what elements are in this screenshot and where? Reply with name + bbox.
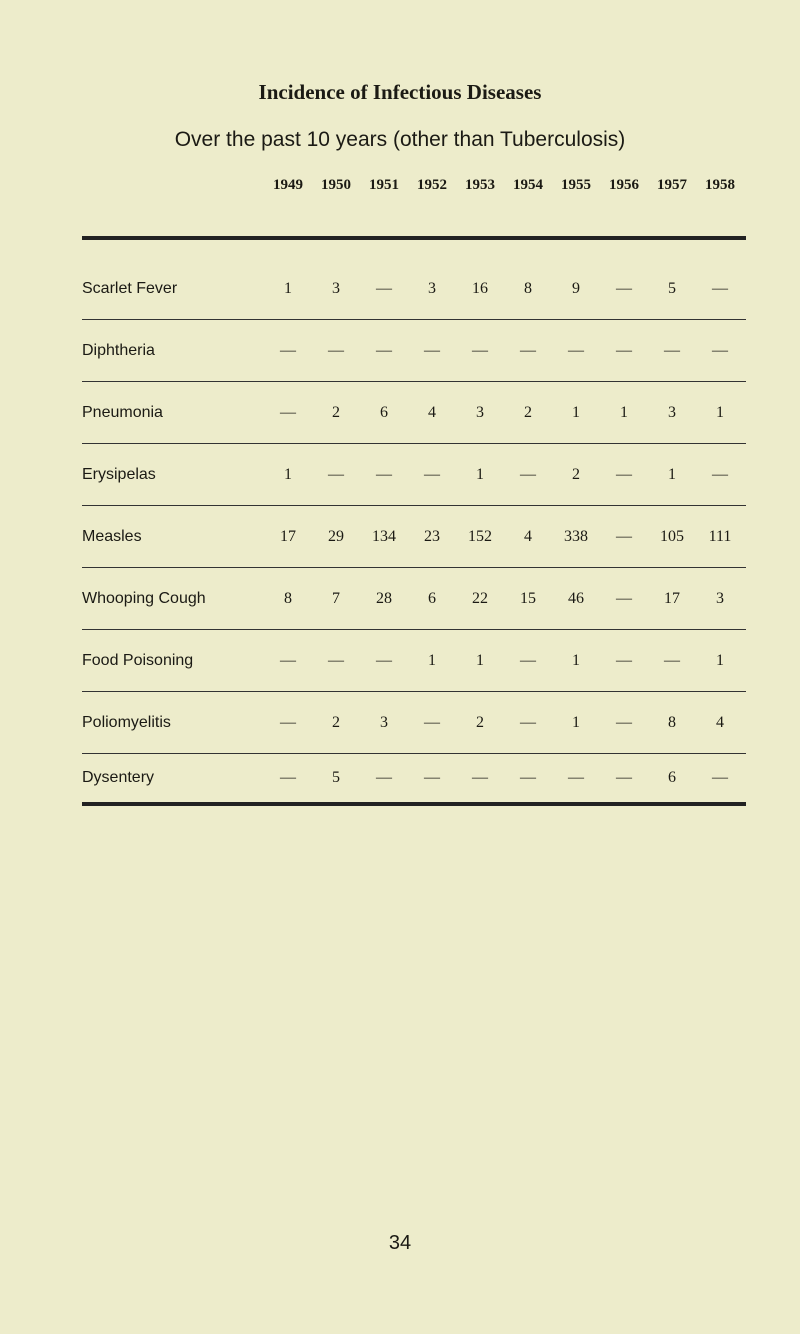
case-count-cell: 8 <box>668 713 676 731</box>
case-count-cell: 5 <box>668 279 676 297</box>
case-count-cell: 338 <box>564 527 588 545</box>
case-count-cell: 23 <box>424 527 440 545</box>
case-count-cell: 1 <box>668 465 676 483</box>
year-header: 1957 <box>657 177 687 193</box>
disease-label: Erysipelas <box>82 465 156 483</box>
case-count-cell: — <box>712 341 728 359</box>
case-count-cell: 1 <box>476 465 484 483</box>
case-count-cell: 2 <box>332 403 340 421</box>
year-header: 1958 <box>705 177 735 193</box>
case-count-cell: 134 <box>372 527 396 545</box>
case-count-cell: — <box>616 713 632 731</box>
table-row <box>82 320 746 382</box>
year-header: 1952 <box>417 177 447 193</box>
table-row <box>82 444 746 506</box>
disease-label: Dysentery <box>82 769 155 786</box>
case-count-cell: — <box>712 279 728 297</box>
case-count-cell: — <box>568 341 584 359</box>
case-count-cell: — <box>664 341 680 359</box>
disease-label: Diphtheria <box>82 341 155 359</box>
table-row <box>82 754 746 806</box>
case-count-cell: — <box>616 527 632 545</box>
case-count-cell: — <box>328 341 344 359</box>
page-subtitle: Over the past 10 years (other than Tuberculosis) <box>174 128 626 151</box>
case-count-cell: — <box>472 769 488 786</box>
case-count-cell: 3 <box>428 279 436 297</box>
case-count-cell: 1 <box>284 465 292 483</box>
case-count-cell: 3 <box>668 403 676 421</box>
case-count-cell: 17 <box>280 527 296 545</box>
year-header: 1956 <box>609 177 639 193</box>
case-count-cell: — <box>424 341 440 359</box>
case-count-cell: — <box>520 713 536 731</box>
case-count-cell: 16 <box>472 279 488 297</box>
disease-label: Pneumonia <box>82 403 163 421</box>
case-count-cell: — <box>616 589 632 607</box>
case-count-cell: — <box>616 769 632 786</box>
case-count-cell: 1 <box>572 713 580 731</box>
case-count-cell: — <box>520 465 536 483</box>
year-header: 1954 <box>513 177 543 193</box>
case-count-cell: — <box>280 341 296 359</box>
page-number: 34 <box>388 1232 412 1254</box>
case-count-cell: 152 <box>468 527 492 545</box>
case-count-cell: — <box>280 769 296 786</box>
case-count-cell: — <box>376 651 392 669</box>
case-count-cell: 6 <box>668 769 676 786</box>
case-count-cell: 7 <box>332 589 340 607</box>
table-row <box>82 568 746 630</box>
disease-label: Poliomyelitis <box>82 713 171 731</box>
case-count-cell: 3 <box>476 403 484 421</box>
case-count-cell: 6 <box>380 403 388 421</box>
case-count-cell: 3 <box>332 279 340 297</box>
case-count-cell: — <box>376 769 392 786</box>
case-count-cell: 22 <box>472 589 488 607</box>
year-header: 1949 <box>273 177 303 193</box>
case-count-cell: — <box>376 341 392 359</box>
case-count-cell: — <box>568 769 584 786</box>
disease-label: Food Poisoning <box>82 651 194 669</box>
case-count-cell: — <box>376 465 392 483</box>
disease-label: Scarlet Fever <box>82 279 178 297</box>
case-count-cell: 4 <box>716 713 724 731</box>
case-count-cell: — <box>520 341 536 359</box>
case-count-cell: 3 <box>716 589 724 607</box>
table-row <box>82 630 746 692</box>
case-count-cell: 8 <box>284 589 292 607</box>
case-count-cell: 1 <box>620 403 628 421</box>
disease-table <box>82 258 746 806</box>
case-count-cell: — <box>280 403 296 421</box>
year-header: 1955 <box>561 177 591 193</box>
case-count-cell: 2 <box>476 713 484 731</box>
disease-label: Measles <box>82 527 142 545</box>
case-count-cell: 1 <box>428 651 436 669</box>
case-count-cell: 46 <box>568 589 584 607</box>
case-count-cell: — <box>424 769 440 786</box>
case-count-cell: 1 <box>716 651 724 669</box>
case-count-cell: 1 <box>572 403 580 421</box>
case-count-cell: 1 <box>572 651 580 669</box>
disease-label: Whooping Cough <box>82 589 206 607</box>
table-row <box>82 382 746 444</box>
year-header: 1953 <box>465 177 495 193</box>
case-count-cell: — <box>616 465 632 483</box>
case-count-cell: 4 <box>524 527 532 545</box>
case-count-cell: 1 <box>284 279 292 297</box>
case-count-cell: 2 <box>572 465 580 483</box>
case-count-cell: — <box>472 341 488 359</box>
case-count-cell: — <box>424 465 440 483</box>
case-count-cell: — <box>712 465 728 483</box>
case-count-cell: 17 <box>664 589 680 607</box>
case-count-cell: — <box>280 651 296 669</box>
case-count-cell: — <box>376 279 392 297</box>
case-count-cell: — <box>616 279 632 297</box>
case-count-cell: 8 <box>524 279 532 297</box>
page-title: Incidence of Infectious Diseases <box>258 80 542 104</box>
table-row <box>82 258 746 320</box>
case-count-cell: — <box>280 713 296 731</box>
header-divider <box>82 236 746 240</box>
case-count-cell: 105 <box>660 527 684 545</box>
year-header: 1951 <box>369 177 399 193</box>
year-header-row <box>264 177 744 194</box>
year-header: 1950 <box>321 177 351 193</box>
case-count-cell: 28 <box>376 589 392 607</box>
case-count-cell: — <box>664 651 680 669</box>
table-row <box>82 506 746 568</box>
case-count-cell: 2 <box>524 403 532 421</box>
case-count-cell: — <box>520 651 536 669</box>
case-count-cell: 1 <box>716 403 724 421</box>
case-count-cell: — <box>712 769 728 786</box>
case-count-cell: 29 <box>328 527 344 545</box>
case-count-cell: — <box>424 713 440 731</box>
case-count-cell: 3 <box>380 713 388 731</box>
case-count-cell: 1 <box>476 651 484 669</box>
case-count-cell: — <box>328 465 344 483</box>
case-count-cell: 4 <box>428 403 436 421</box>
case-count-cell: 5 <box>332 769 340 786</box>
case-count-cell: 2 <box>332 713 340 731</box>
case-count-cell: — <box>616 341 632 359</box>
case-count-cell: — <box>520 769 536 786</box>
case-count-cell: 9 <box>572 279 580 297</box>
case-count-cell: — <box>616 651 632 669</box>
case-count-cell: 15 <box>520 589 536 607</box>
table-row <box>82 692 746 754</box>
case-count-cell: 111 <box>708 527 732 545</box>
case-count-cell: 6 <box>428 589 436 607</box>
case-count-cell: — <box>328 651 344 669</box>
